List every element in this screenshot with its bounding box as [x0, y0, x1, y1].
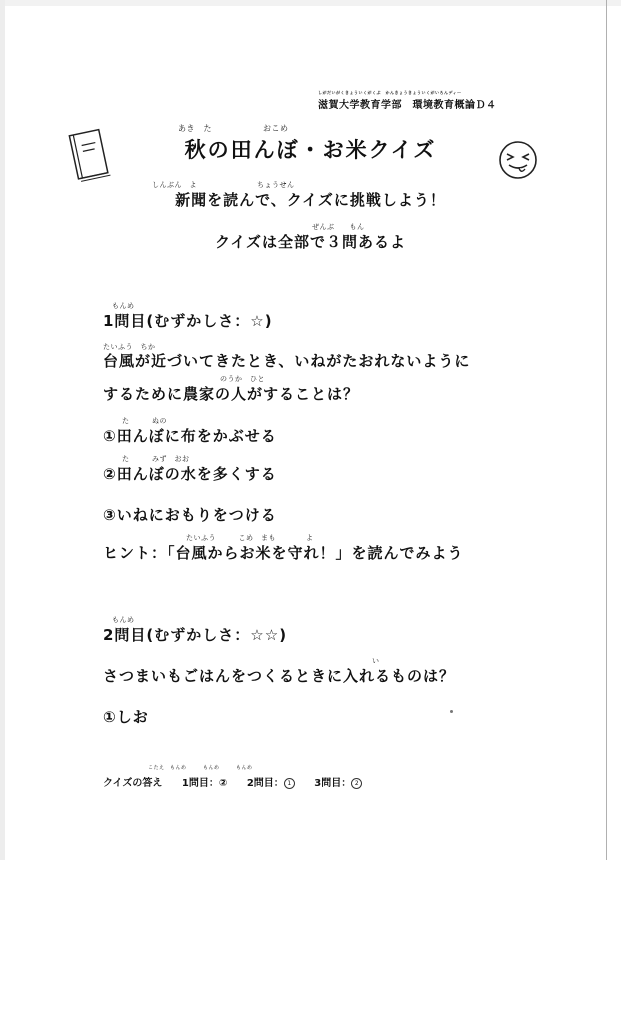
question1-choice3: ③いねにおもりをつける — [103, 506, 277, 524]
question2-choice1: ①しお — [103, 708, 149, 726]
course-header-ruby: しがだいがくきょういくがくぶ かんきょうきょういくがいろんディー — [318, 90, 462, 95]
question1-choice2-ruby: た みず おお — [122, 455, 190, 463]
course-header — [318, 90, 558, 111]
answer-2 — [247, 778, 295, 789]
question1-line1-ruby: たいふう ちか — [103, 343, 156, 351]
question1-choice2: ②田んぼの水を多くする — [103, 465, 277, 483]
scan-speck — [450, 710, 453, 713]
question1-heading-ruby: もんめ — [112, 302, 135, 310]
page-title: 秋の田んぼ・お米クイズ — [184, 138, 437, 162]
question2-heading-ruby: もんめ — [112, 616, 135, 624]
title-ruby: あき た おこめ — [178, 124, 289, 133]
hint-text: ヒント：「台風からお米を守れ！」を読んでみよう — [103, 544, 464, 562]
question1-text-line1: 台風が近づいてきたとき、いねがたおれないように — [103, 352, 471, 370]
answer-3-label: 3問目： — [314, 778, 352, 789]
intro-line-2: クイズは全部で３問あるよ — [214, 233, 407, 251]
question1-choice1: ①田んぼに布をかぶせる — [103, 427, 277, 445]
answers-ruby: こたえ もんめ もんめ もんめ — [148, 765, 253, 771]
question1-line2-ruby: のうか ひと — [220, 375, 265, 383]
answer-2-label: 2問目： — [246, 778, 284, 789]
intro-line-2-ruby: ぜんぶ もん — [312, 223, 365, 231]
course-header-text: 滋賀大学教育学部 環境教育概論Ｄ４ — [318, 100, 497, 111]
answer-2-value: 1 — [284, 778, 295, 789]
hint-ruby: たいふう こめ まも よ — [186, 534, 314, 542]
scan-edge-top — [0, 0, 621, 6]
question2-line1-ruby: い — [372, 657, 380, 665]
answers-label: クイズの答え — [103, 778, 163, 789]
answer-1: 1問目：② — [181, 778, 228, 789]
answer-3 — [314, 778, 362, 789]
question1-heading: 1問目(むずかしさ：☆) — [103, 312, 273, 330]
answers-line — [103, 774, 378, 789]
intro-line-1-ruby: しんぶん よ ちょうせん — [152, 181, 295, 189]
intro-line-1: 新聞を読んで、クイズに挑戦しよう！ — [175, 191, 446, 209]
scan-edge-right — [606, 0, 607, 860]
question2-text-line1: さつまいもごはんをつくるときに入れるものは？ — [103, 667, 456, 685]
scan-edge-left — [0, 0, 5, 860]
question1-text-line2: するために農家の人がすることは？ — [103, 385, 360, 403]
question2-heading: 2問目(むずかしさ：☆☆) — [103, 626, 288, 644]
question1-choice1-ruby: た ぬの — [122, 417, 167, 425]
answer-3-value: 2 — [351, 778, 362, 789]
